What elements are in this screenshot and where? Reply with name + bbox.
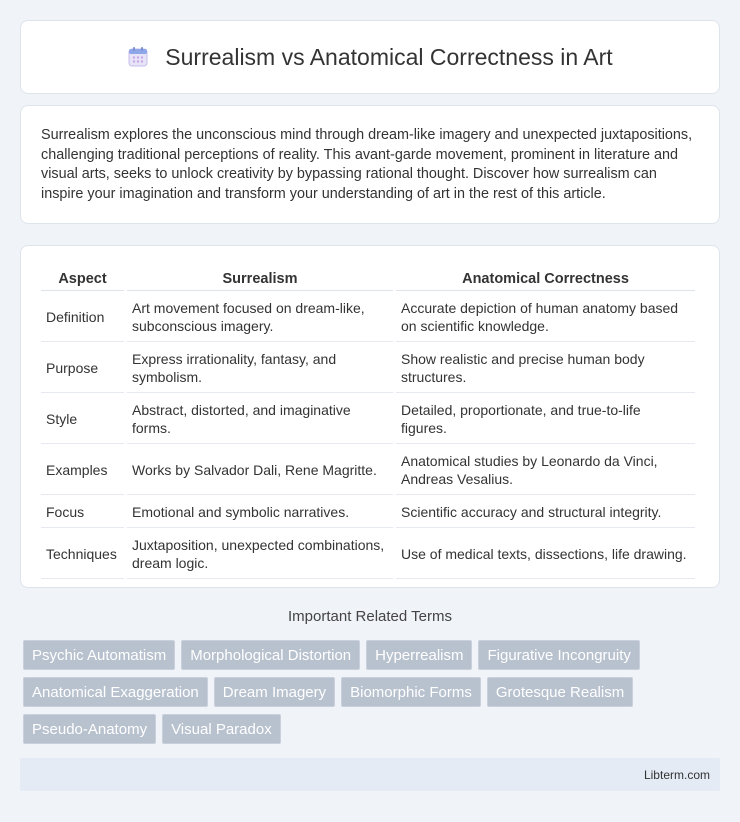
related-terms-title: Important Related Terms — [288, 608, 452, 625]
row-aspect: Focus — [41, 497, 124, 528]
related-term-tag[interactable]: Grotesque Realism — [487, 677, 633, 707]
row-anatomical: Detailed, proportionate, and true-to-life figures. — [396, 395, 695, 444]
related-term-tag[interactable]: Morphological Distortion — [181, 640, 360, 670]
table-row — [41, 344, 695, 393]
related-terms-list — [23, 640, 723, 744]
table-header-row — [41, 268, 695, 291]
row-anatomical: Scientific accuracy and structural integrity. — [396, 497, 695, 528]
row-aspect: Purpose — [41, 344, 124, 393]
table-row — [41, 446, 695, 495]
related-term-tag[interactable]: Figurative Incongruity — [478, 640, 639, 670]
intro-text: Surrealism explores the unconscious mind through dream-like imagery and unexpected juxtapositions, challenging traditional perceptions of reality. This avant-garde movement, prominent in literature and visual arts, seeks to unlock creativity by bypassing rational thought. Discover how surrealism can inspire your imagination and transform your understanding of art in the rest of this article. — [41, 127, 693, 202]
header-aspect: Aspect — [41, 268, 124, 291]
table-row — [41, 293, 695, 342]
comparison-table-card — [20, 245, 720, 588]
table-row — [41, 395, 695, 444]
row-aspect: Definition — [41, 293, 124, 342]
table-row — [41, 530, 695, 579]
related-term-tag[interactable]: Anatomical Exaggeration — [23, 677, 208, 707]
related-term-tag[interactable]: Visual Paradox — [162, 714, 281, 744]
row-aspect: Techniques — [41, 530, 124, 579]
related-term-tag[interactable]: Pseudo-Anatomy — [23, 714, 156, 744]
related-term-tag[interactable]: Dream Imagery — [214, 677, 335, 707]
row-surrealism: Express irrationality, fantasy, and symbolism. — [127, 344, 393, 393]
header-anatomical-correctness: Anatomical Correctness — [396, 268, 695, 291]
row-anatomical: Accurate depiction of human anatomy based on scientific knowledge. — [396, 293, 695, 342]
footer — [20, 758, 720, 791]
related-term-tag[interactable]: Psychic Automatism — [23, 640, 175, 670]
row-aspect: Examples — [41, 446, 124, 495]
intro-card — [20, 105, 720, 224]
footer-site-link[interactable]: Libterm.com — [643, 767, 710, 782]
header-card — [20, 20, 720, 94]
row-anatomical: Show realistic and precise human body structures. — [396, 344, 695, 393]
row-anatomical: Use of medical texts, dissections, life drawing. — [396, 530, 695, 579]
header-surrealism: Surrealism — [127, 268, 393, 291]
row-surrealism: Works by Salvador Dali, Rene Magritte. — [127, 446, 393, 495]
row-anatomical: Anatomical studies by Leonardo da Vinci, Andreas Vesalius. — [396, 446, 695, 495]
title-wrap — [127, 44, 612, 71]
row-aspect: Style — [41, 395, 124, 444]
related-term-tag[interactable]: Biomorphic Forms — [341, 677, 481, 707]
page-title: Surrealism vs Anatomical Correctness in Art — [165, 43, 613, 70]
row-surrealism: Abstract, distorted, and imaginative forms. — [127, 395, 393, 444]
calendar-icon — [127, 46, 149, 68]
comparison-table — [38, 266, 698, 581]
related-term-tag[interactable]: Hyperrealism — [366, 640, 472, 670]
row-surrealism: Art movement focused on dream-like, subconscious imagery. — [127, 293, 393, 342]
row-surrealism: Juxtaposition, unexpected combinations, dream logic. — [127, 530, 393, 579]
row-surrealism: Emotional and symbolic narratives. — [127, 497, 393, 528]
table-row — [41, 497, 695, 528]
